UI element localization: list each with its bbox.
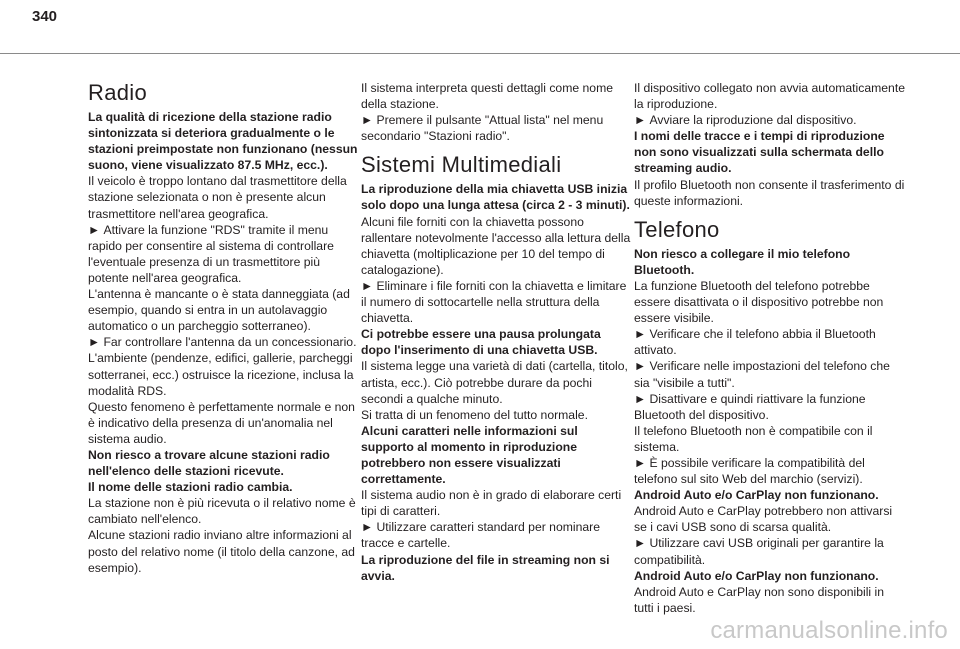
issue-heading: Android Auto e/o CarPlay non funzionano. [634, 488, 879, 503]
body-paragraph: Il dispositivo collegato non avvia automaticamente la riproduzione. [634, 81, 905, 112]
body-paragraph: L'ambiente (pendenze, edifici, gallerie, parcheggi sotterranei, ecc.) ostruisce la ricezione, inclusa la modalità RDS. [88, 351, 354, 398]
body-paragraph: Alcune stazioni radio inviano altre informazioni al posto del relativo nome (il titolo della canzone, ad esempio). [88, 528, 355, 575]
action-step: ► Eliminare i file forniti con la chiavetta e limitare il numero di sottocartelle nella struttura della chiavetta. [361, 278, 633, 326]
watermark: carmanualsonline.info [710, 617, 948, 644]
body-paragraph: Il sistema interpreta questi dettagli come nome della stazione. [361, 81, 613, 112]
action-step: ► Far controllare l'antenna da un concessionario. [88, 334, 360, 350]
body-paragraph: Il profilo Bluetooth non consente il trasferimento di queste informazioni. [634, 177, 905, 208]
body-paragraph: La stazione non è più ricevuta o il relativo nome è cambiato nell'elenco. [88, 496, 356, 527]
body-paragraph: L'antenna è mancante o è stata danneggiata (ad esempio, quando si entra in un autolavaggio automatico o un parcheggio sotterraneo). [88, 287, 350, 334]
issue-heading: I nomi delle tracce e i tempi di riproduzione non sono visualizzati sulla schermata dello streaming audio. [634, 129, 885, 176]
section-heading: Sistemi Multimediali [361, 152, 562, 178]
issue-heading: Ci potrebbe essere una pausa prolungata dopo l'inserimento di una chiavetta USB. [361, 327, 601, 358]
action-step: ► Utilizzare cavi USB originali per garantire la compatibilità. [634, 535, 906, 567]
issue-heading: Il nome delle stazioni radio cambia. [88, 480, 293, 495]
body-paragraph: La funzione Bluetooth del telefono potrebbe essere disattivata o il dispositivo potrebbe non essere visibile. [634, 278, 884, 326]
body-paragraph: Android Auto e CarPlay non sono disponibili in tutti i paesi. [634, 584, 885, 615]
column-middle [361, 80, 633, 584]
issue-heading: La riproduzione del file in streaming non si avvia. [361, 552, 610, 583]
page-number: 340 [32, 8, 58, 25]
action-step: ► È possibile verificare la compatibilità del telefono sul sito Web del marchio (servizi). [634, 455, 906, 487]
body-paragraph: Il telefono Bluetooth non è compatibile con il sistema. [634, 423, 873, 454]
body-paragraph: Il sistema audio non è in grado di elaborare certi tipi di caratteri. [361, 488, 622, 519]
body-paragraph: Questo fenomeno è perfettamente normale e non è indicativo della presenza di un'anomalia nel sistema audio. [88, 399, 355, 446]
issue-heading: Non riesco a collegare il mio telefono Bluetooth. [634, 246, 851, 277]
column-left [88, 80, 360, 576]
action-step: ► Utilizzare caratteri standard per nominare tracce e cartelle. [361, 519, 633, 551]
action-step: ► Avviare la riproduzione dal dispositivo. [634, 112, 906, 128]
action-step: ► Premere il pulsante "Attual lista" nel menu secondario "Stazioni radio". [361, 112, 633, 144]
issue-heading: La qualità di ricezione della stazione radio sintonizzata si deteriora gradualmente o le stazioni preimpostate non funzionano (nessun suono, viene visualizzato 87.5 MHz, ecc.). [88, 110, 358, 173]
action-step: ► Attivare la funzione "RDS" tramite il menu rapido per consentire al sistema di controllare l'eventuale presenza di un trasmettitore più potente nell'area geografica. [88, 222, 360, 286]
issue-heading: Android Auto e/o CarPlay non funzionano. [634, 568, 879, 583]
action-step: ► Verificare nelle impostazioni del telefono che sia "visibile a tutti". [634, 358, 906, 390]
issue-heading: Non riesco a trovare alcune stazioni radio nell'elenco delle stazioni ricevute. [88, 447, 330, 479]
body-paragraph: Il sistema legge una varietà di dati (cartella, titolo, artista, ecc.). Ciò potrebbe durare da pochi secondi a qualche minuto. [361, 359, 628, 406]
column-right [634, 80, 906, 616]
section-heading: Radio [88, 80, 147, 105]
body-paragraph: Si tratta di un fenomeno del tutto normale. [361, 407, 588, 422]
action-step: ► Disattivare e quindi riattivare la funzione Bluetooth del dispositivo. [634, 391, 906, 423]
issue-heading: Alcuni caratteri nelle informazioni sul supporto al momento in riproduzione potrebbero non essere visualizzati correttamente. [361, 423, 578, 487]
body-paragraph: Il veicolo è troppo lontano dal trasmettitore della stazione selezionata o non è presente alcun trasmettitore nell'area geografica. [88, 174, 347, 221]
action-step: ► Verificare che il telefono abbia il Bluetooth attivato. [634, 326, 906, 358]
section-heading: Telefono [634, 216, 720, 242]
body-paragraph: Android Auto e CarPlay potrebbero non attivarsi se i cavi USB sono di scarsa qualità. [634, 504, 893, 535]
header-divider [0, 53, 960, 54]
body-paragraph: Alcuni file forniti con la chiavetta possono rallentare notevolmente l'accesso alla lettura della chiavetta (moltiplicazione per 10 del tempo di catalogazione). [361, 214, 631, 277]
issue-heading: La riproduzione della mia chiavetta USB inizia solo dopo una lunga attesa (circa 2 - 3 minuti). [361, 182, 630, 213]
